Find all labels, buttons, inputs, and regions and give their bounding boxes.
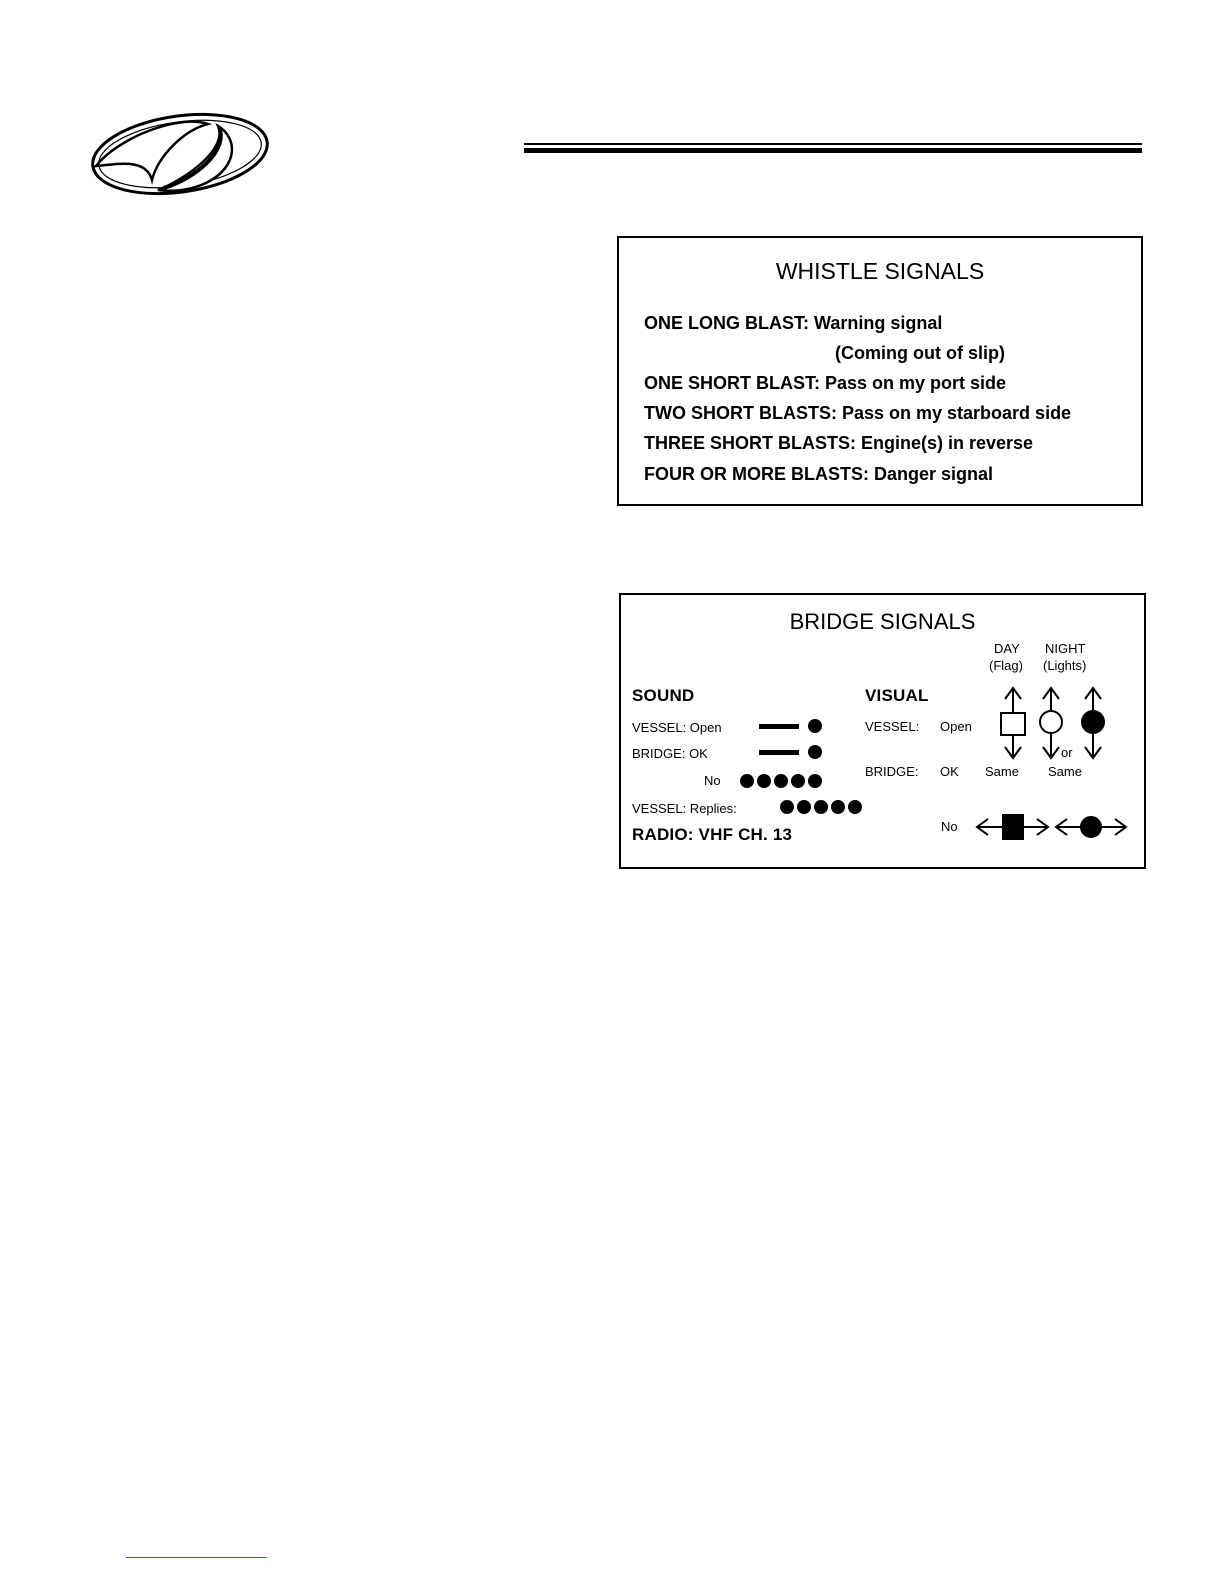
vessel-replies-label: VESSEL: Replies: [632,801,737,816]
whistle-line: THREE SHORT BLASTS: Engine(s) in reverse [644,433,1034,453]
whistle-signals-box [617,236,1143,506]
sound-long-short-icon [759,745,822,759]
sound-five-short-icon [740,774,822,788]
vessel-open-label: VESSEL: Open [632,720,722,735]
visual-open-label: Open [940,719,972,734]
sound-five-short-icon [780,800,862,814]
day-flag-left-right-icon [977,815,1048,839]
or-label: or [1061,745,1073,760]
no-label: No [704,773,721,788]
visual-heading: VISUAL [865,686,929,705]
night-sublabel: (Lights) [1043,658,1087,673]
visual-vessel-label: VESSEL: [865,719,920,734]
whistle-line: FOUR OR MORE BLASTS: Danger signal [644,464,994,484]
bridge-signal-symbols [621,595,1144,867]
same-day-label: Same [985,764,1019,779]
bridge-signals-box [619,593,1146,869]
day-label: DAY [994,641,1020,656]
whistle-title: WHISTLE SIGNALS [775,258,985,284]
night-label: NIGHT [1045,641,1086,656]
night-light-up-down-icon [1082,688,1104,758]
visual-bridge-label: BRIDGE: [865,764,919,779]
radio-label: RADIO: VHF CH. 13 [632,825,793,844]
sound-heading: SOUND [632,686,695,705]
whistle-line: (Coming out of slip) [835,343,1005,363]
header-rule [524,143,1142,145]
same-night-label: Same [1048,764,1082,779]
footer-link-underline [126,1557,267,1558]
bridge-title: BRIDGE SIGNALS [789,609,976,634]
visual-no-label: No [941,819,958,834]
whistle-line: TWO SHORT BLASTS: Pass on my starboard side [644,403,1072,423]
night-light-up-down-icon [1040,688,1062,758]
whistle-line: ONE SHORT BLAST: Pass on my port side [644,373,1007,393]
swoosh-logo-icon [88,108,272,200]
visual-ok-label: OK [940,764,959,779]
whistle-line: ONE LONG BLAST: Warning signal [644,313,943,333]
header-rule-thick [524,148,1142,153]
day-sublabel: (Flag) [989,658,1023,673]
day-flag-up-down-icon [1001,688,1025,758]
night-light-left-right-icon [1056,817,1126,837]
sound-long-short-icon [759,719,822,733]
bridge-ok-label: BRIDGE: OK [632,746,708,761]
